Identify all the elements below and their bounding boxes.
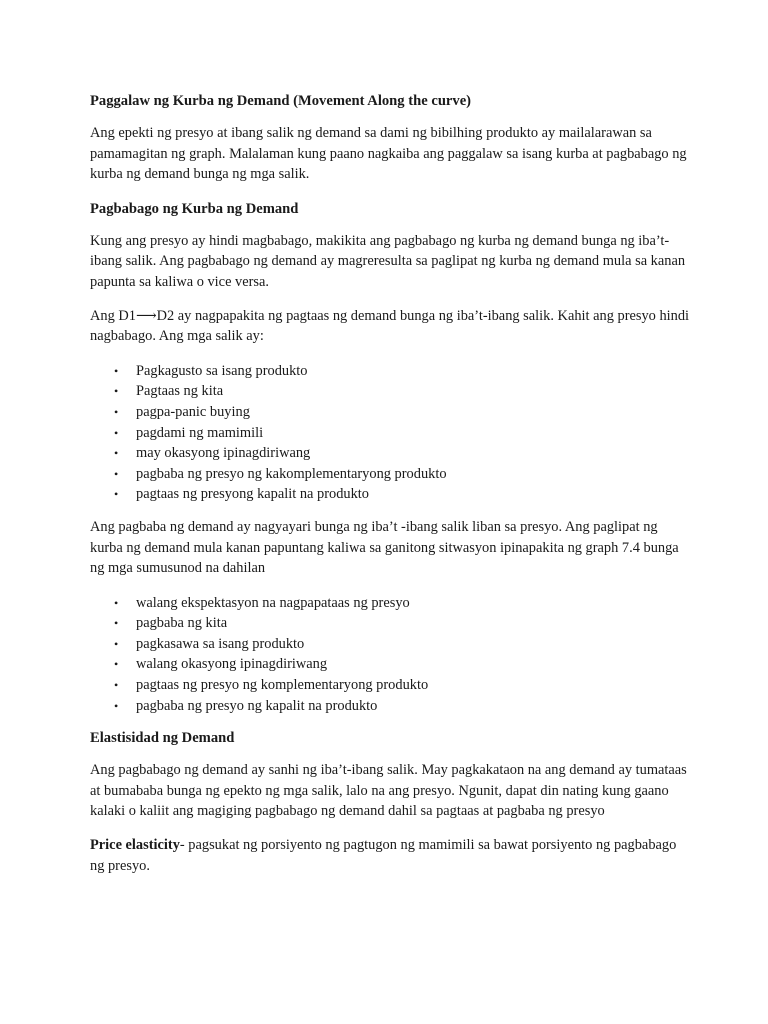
list-item: • walang ekspektasyon na nagpapataas ng presyo [90, 593, 690, 614]
bullet-icon: • [114, 446, 119, 461]
list-item: • Pagtaas ng kita [90, 381, 690, 402]
bullet-icon: • [114, 384, 119, 399]
bullet-icon: • [114, 678, 119, 693]
list-demand-decrease-factors [90, 593, 690, 717]
paragraph-price-elasticity [90, 835, 690, 876]
paragraph-demand-decrease: Ang pagbaba ng demand ay nagyayari bunga ng iba’t -ibang salik liban sa presyo. Ang paglipat ng kurba ng demand mula kanan papuntang kaliwa sa ganitong sitwasyon ipinapakita ng graph 7.4 bunga ng mga sumusunod na dahilan [90, 518, 679, 577]
bullet-icon: • [114, 595, 119, 610]
list-item: • pagbaba ng presyo ng kakomplementaryong produkto [90, 464, 690, 485]
bullet-icon: • [114, 404, 119, 419]
bullet-icon: • [114, 616, 119, 631]
list-item: • pagpa-panic buying [90, 402, 690, 423]
bullet-icon: • [114, 698, 119, 713]
list-item: • pagdami ng mamimili [90, 423, 690, 444]
bullet-icon: • [114, 466, 119, 481]
bullet-icon: • [114, 657, 119, 672]
bullet-icon: • [114, 425, 119, 440]
bullet-icon: • [114, 487, 119, 502]
list-item: • walang okasyong ipinagdiriwang [90, 654, 690, 675]
section-heading-movement-along-curve: Paggalaw ng Kurba ng Demand (Movement Along the curve) [90, 93, 472, 109]
section-heading-elasticity: Elastisidad ng Demand [90, 730, 235, 747]
paragraph-demand-increase: Ang D1⟶D2 ay nagpapakita ng pagtaas ng demand bunga ng iba’t-ibang salik. Kahit ang presyo hindi nagbabago. Ang mga salik ay: [90, 307, 690, 345]
term-price-elasticity: Price elasticity [90, 837, 180, 854]
list-item: • pagbaba ng presyo ng kapalit na produkto [90, 696, 690, 717]
paragraph-movement-intro: Ang epekti ng presyo at ibang salik ng demand sa dami ng bibilhing produkto ay mailalarawan sa pamamagitan ng graph. Malalaman kung paano nagkaiba ang paggalaw sa isang kurba at pagbabago ng kurba ng demand bunga ng mga salik. [90, 125, 687, 183]
bullet-icon: • [114, 636, 119, 651]
list-item: • pagtaas ng presyong kapalit na produkto [90, 484, 690, 505]
list-item: • pagbaba ng kita [90, 613, 690, 634]
bullet-icon: • [114, 363, 119, 378]
paragraph-elasticity-intro: Ang pagbabago ng demand ay sanhi ng iba’t-ibang salik. May pagkakataon na ang demand ay tumataas at bumababa bunga ng epekto ng mga salik, lalo na ang presyo. Ngunit, dapat din nating kung gaano kalaki o kaliit ang magiging pagbabago ng demand dahil sa pagtaas at pagbaba ng presyo [90, 762, 687, 820]
list-item: • may okasyong ipinagdiriwang [90, 443, 690, 464]
list-demand-increase-factors [90, 361, 690, 505]
definition-price-elasticity: - pagsukat ng porsiyento ng pagtugon ng mamimili sa bawat porsiyento ng pagbabago ng presyo. [90, 837, 677, 874]
list-item: • Pagkagusto sa isang produkto [90, 361, 690, 382]
list-item: • pagtaas ng presyo ng komplementaryong produkto [90, 675, 690, 696]
paragraph-shift-intro: Kung ang presyo ay hindi magbabago, makikita ang pagbabago ng kurba ng demand bunga ng iba’t-ibang salik. Ang pagbabago ng demand ay magreresulta sa paglipat ng kurba ng demand mula sa kanan papunta sa kaliwa o vice versa. [90, 232, 686, 290]
list-item: • pagkasawa sa isang produkto [90, 634, 690, 655]
section-heading-shift-of-curve: Pagbabago ng Kurba ng Demand [90, 200, 299, 217]
